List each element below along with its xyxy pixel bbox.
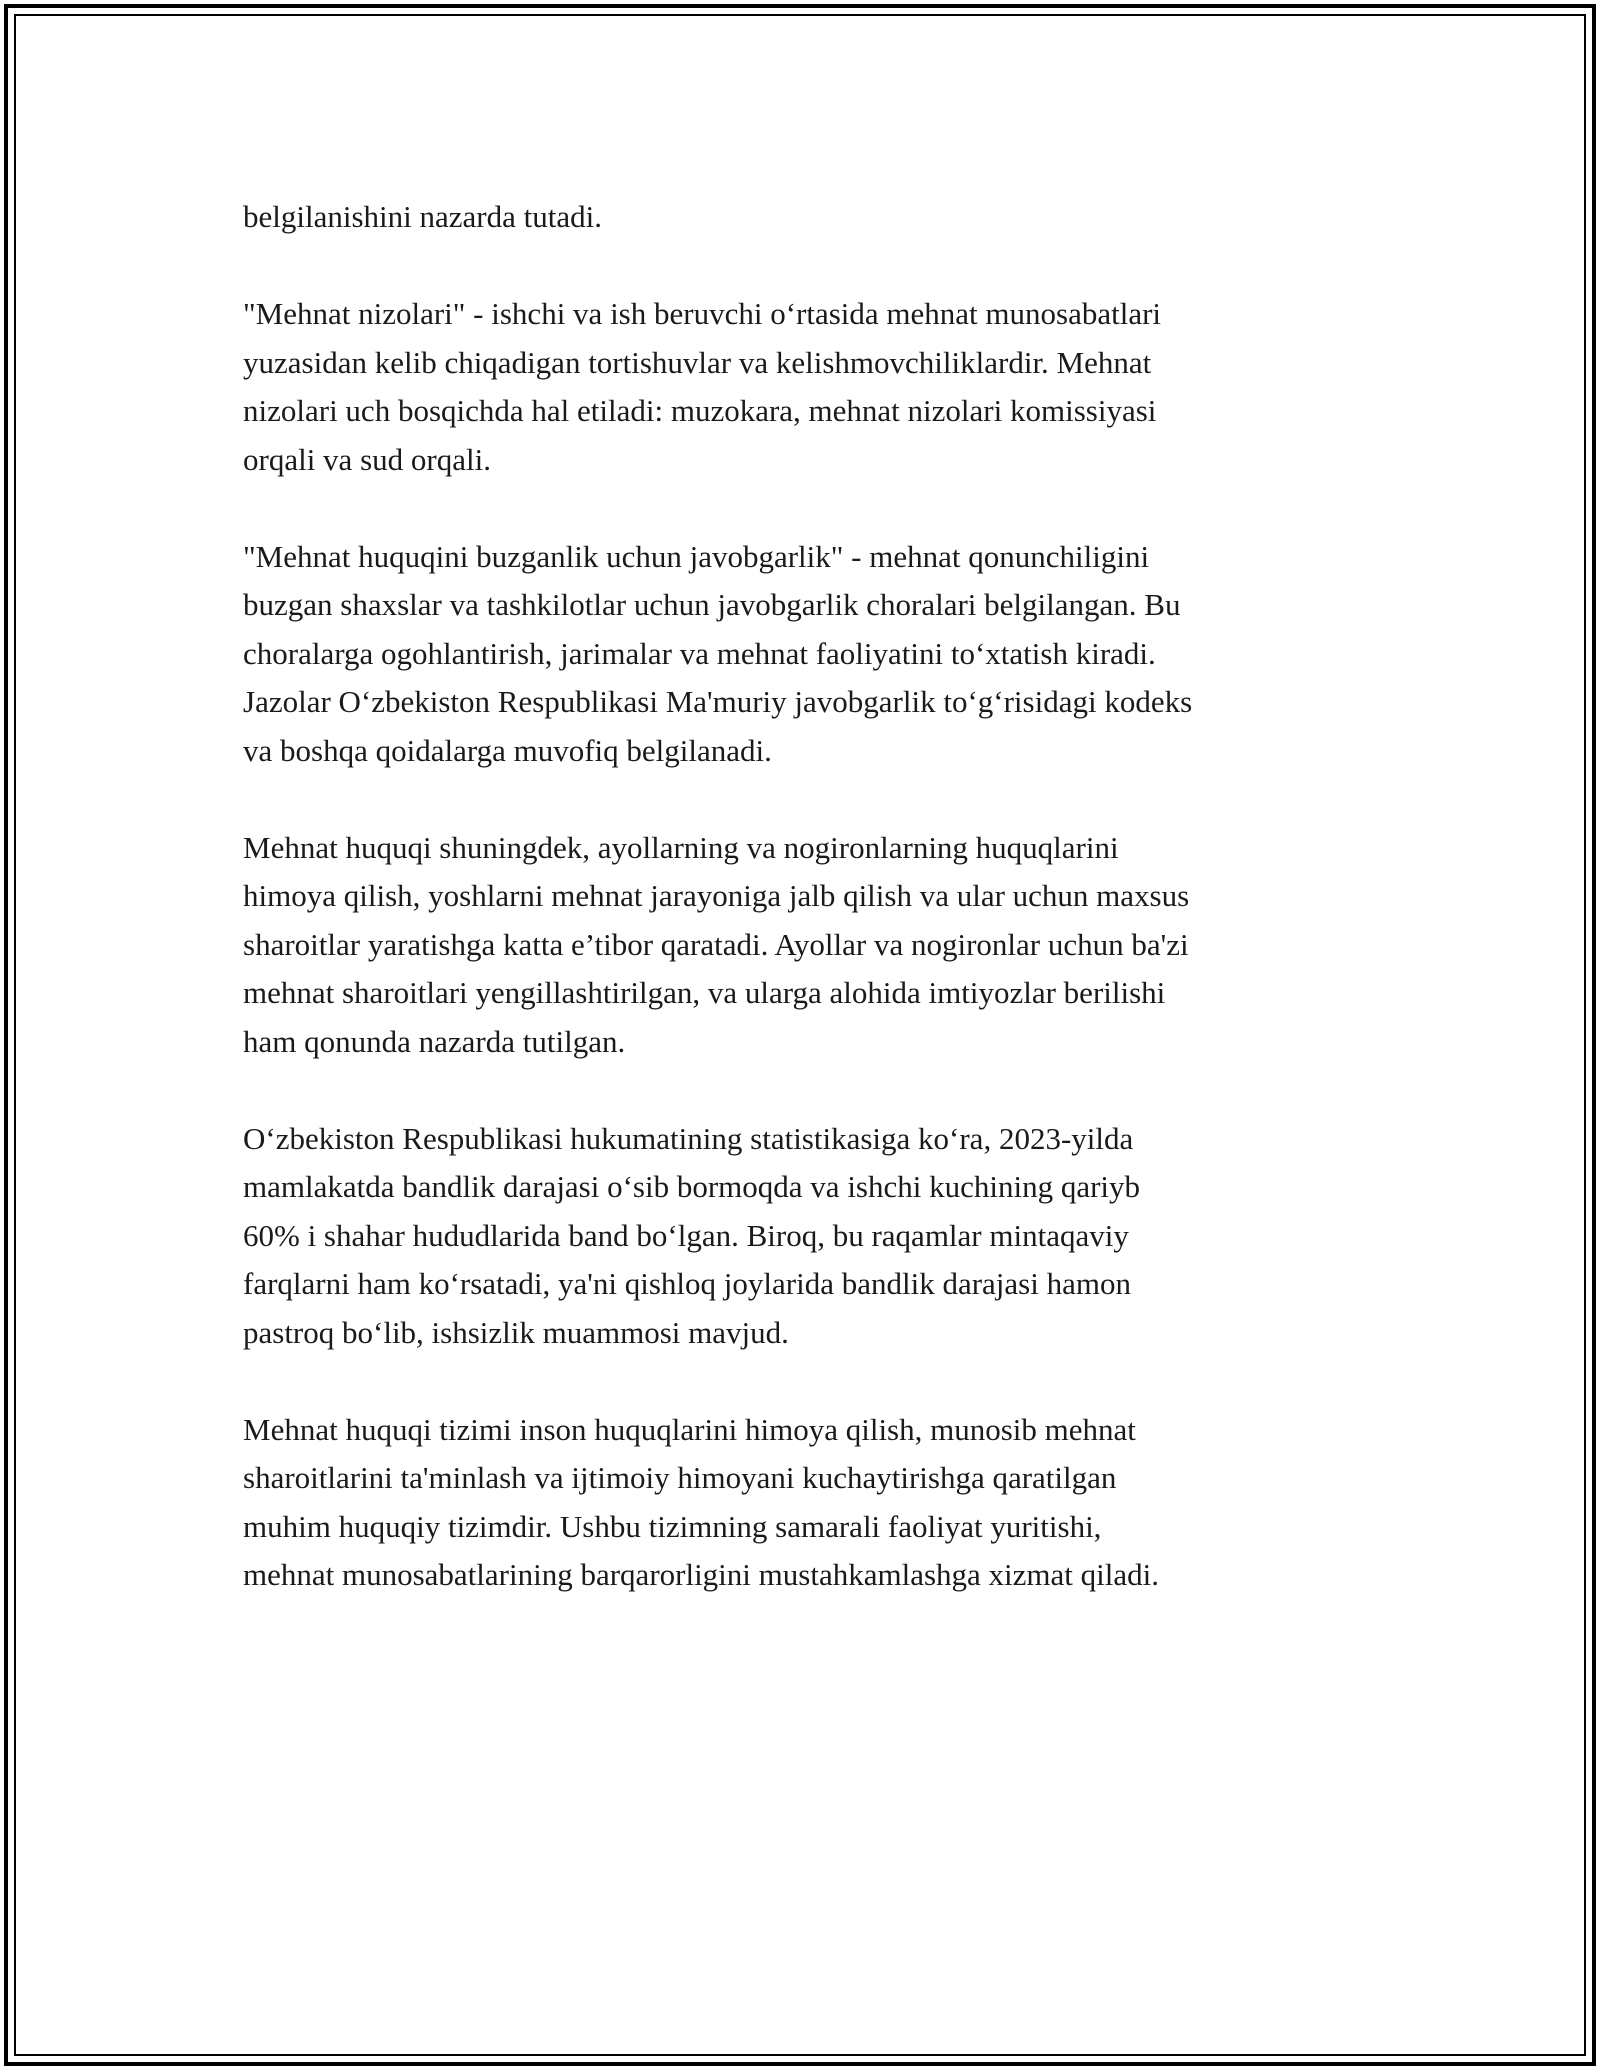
paragraph-statistics: O‘zbekiston Respublikasi hukumatining statistikasiga ko‘ra, 2023-yilda mamlakatda bandlik darajasi o‘sib bormoqda va ishchi kuchining qariyb 60% i shahar hududlarida band bo‘lgan. Biroq, bu raqamlar mintaqaviy farqlarni ham ko‘rsatadi, ya'ni qishloq joylarida bandlik darajasi hamon pastroq bo‘lib, ishsizlik muammosi mavjud. [243, 1120, 1141, 1350]
page-frame [4, 4, 1596, 2066]
page-content [243, 193, 1383, 1648]
paragraph-labor-disputes: "Mehnat nizolari" - ishchi va ish beruvchi o‘rtasida mehnat munosabatlari yuzasidan kelib chiqadigan tortishuvlar va kelishmovchiliklardir. Mehnat nizolari uch bosqichda hal etiladi: muzokara, mehnat nizolari komissiyasi orqali va sud orqali. [243, 296, 1162, 477]
paragraph-conclusion: Mehnat huquqi tizimi inson huquqlarini himoya qilish, munosib mehnat sharoitlarini ta'minlash va ijtimoiy himoyani kuchaytirishga qaratilgan muhim huquqiy tizimdir. Ushbu tizimning samarali faoliyat yuritishi, mehnat munosabatlarining barqarorligini mustahkamlashga xizmat qiladi. [243, 1411, 1159, 1592]
paragraph-continuation: belgilanishini nazarda tutadi. [243, 199, 602, 234]
paragraph-women-disabled-protection: Mehnat huquqi shuningdek, ayollarning va nogironlarning huquqlarini himoya qilish, yoshlarni mehnat jarayoniga jalb qilish va ular uchun maxsus sharoitlar yaratishga katta e’tibor qaratadi. Ayollar va nogironlar uchun ba'zi mehnat sharoitlari yengillashtirilgan, va ularga alohida imtiyozlar berilishi ham qonunda nazarda tutilgan. [243, 829, 1190, 1059]
paragraph-liability: "Mehnat huquqini buzganlik uchun javobgarlik" - mehnat qonunchiligini buzgan shaxslar va tashkilotlar uchun javobgarlik choralari belgilangan. Bu choralarga ogohlantirish, jarimalar va mehnat faoliyatini to‘xtatish kiradi. Jazolar O‘zbekiston Respublikasi Ma'muriy javobgarlik to‘g‘risidagi kodeks va boshqa qoidalarga muvofiq belgilanadi. [243, 538, 1193, 768]
